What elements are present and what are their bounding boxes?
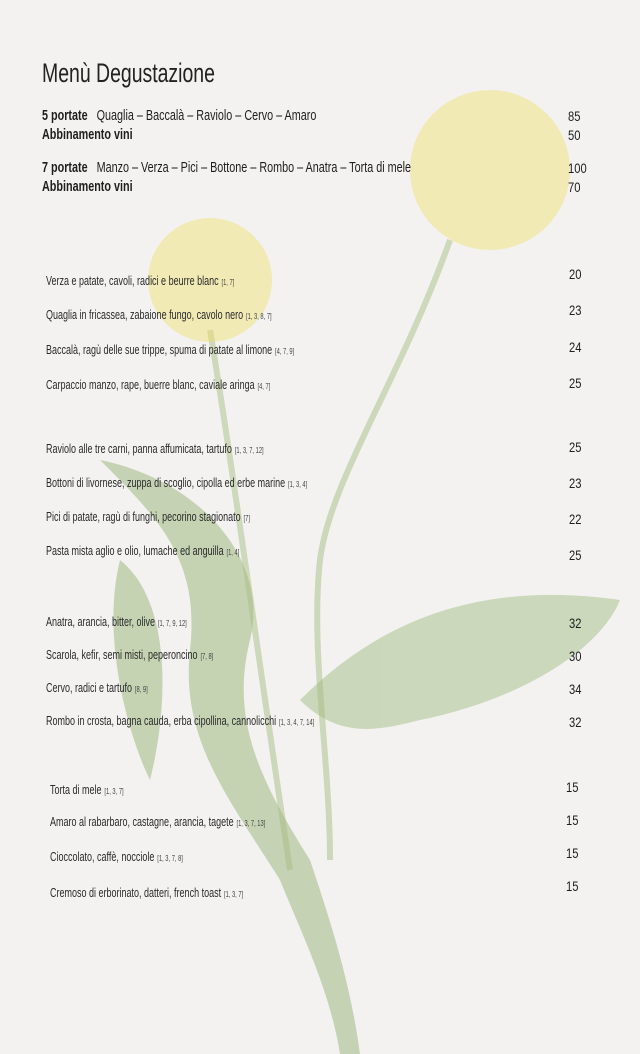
pairing-label: Abbinamento vini <box>42 178 133 195</box>
menu-item-name: Scarola, kefir, semi misti, peperoncino <box>46 648 198 662</box>
menu-item-allergens: [4, 7] <box>257 382 271 391</box>
menu-item-price: 22 <box>569 511 582 527</box>
menu-item-allergens: [1, 3, 7] <box>223 890 244 899</box>
menu-item-allergens: [7] <box>243 514 250 523</box>
menu-item <box>46 544 239 558</box>
menu-item-price: 30 <box>569 648 582 664</box>
menu-item-price: 15 <box>566 878 579 894</box>
menu-item-name: Cioccolato, caffè, nocciole <box>50 850 155 864</box>
menu-item-name: Raviolo alle tre carni, panna affumicata, tartufo <box>46 442 232 456</box>
menu-item-name: Verza e patate, cavoli, radici e beurre blanc <box>46 274 219 288</box>
menu-item-name: Anatra, arancia, bitter, olive <box>46 615 156 629</box>
tasting-7-row <box>42 159 411 176</box>
menu-item-price: 32 <box>569 615 582 631</box>
menu-item <box>46 615 187 629</box>
tasting-label: 7 portate <box>42 159 88 176</box>
menu-item-allergens: [1, 3, 4] <box>288 480 308 489</box>
menu-item <box>46 343 294 357</box>
menu-item-price: 20 <box>569 266 582 282</box>
menu-item-name: Bottoni di livornese, zuppa di scoglio, cipolla ed erbe marine <box>46 476 286 490</box>
pairing-price: 50 <box>568 127 581 143</box>
menu-item <box>46 476 307 490</box>
menu-item-allergens: [7, 8] <box>200 652 214 661</box>
menu-item-price: 15 <box>566 845 579 861</box>
menu-item-name: Torta di mele <box>50 783 102 797</box>
menu-item-allergens: [8, 9] <box>134 685 148 694</box>
menu-item-name: Cervo, radici e tartufo <box>46 681 133 695</box>
menu-item <box>50 886 243 900</box>
tasting-courses: Manzo – Verza – Pici – Bottone – Rombo – Anatra – Torta di mele <box>96 159 412 176</box>
menu-item <box>50 783 124 797</box>
tasting-5-row <box>42 107 316 124</box>
menu-item <box>50 850 183 864</box>
menu-item-price: 34 <box>569 681 582 697</box>
menu-item-price: 25 <box>569 375 582 391</box>
menu-item-allergens: [1, 7, 9, 12] <box>157 619 187 628</box>
menu-item <box>46 681 148 695</box>
menu-item-name: Carpaccio manzo, rape, buerre blanc, caviale aringa <box>46 378 255 392</box>
tasting-price: 100 <box>568 160 587 176</box>
menu-item <box>46 308 272 322</box>
pairing-label: Abbinamento vini <box>42 126 133 143</box>
menu-item-price: 32 <box>569 714 582 730</box>
menu-item <box>50 815 265 829</box>
menu-item-price: 23 <box>569 475 582 491</box>
menu-item-allergens: [4, 7, 9] <box>275 347 295 356</box>
menu-item-price: 15 <box>566 779 579 795</box>
menu-item-name: Quaglia in fricassea, zabaione fungo, cavolo nero <box>46 308 244 322</box>
menu-item-name: Pasta mista aglio e olio, lumache ed anguilla <box>46 544 224 558</box>
menu-item-price: 24 <box>569 339 582 355</box>
tasting-price: 85 <box>568 108 581 124</box>
menu-item <box>46 648 213 662</box>
menu-item-allergens: [1, 3, 7, 12] <box>234 446 264 455</box>
tasting-label: 5 portate <box>42 107 88 124</box>
menu-item-allergens: [1, 3, 7, 8] <box>157 854 183 863</box>
tasting-courses: Quaglia – Baccalà – Raviolo – Cervo – Amaro <box>96 107 317 124</box>
menu-item-name: Baccalà, ragù delle sue trippe, spuma di patate al limone <box>46 343 273 357</box>
menu-item-name: Amaro al rabarbaro, castagne, arancia, tagete <box>50 815 234 829</box>
menu-item-allergens: [1, 3, 4, 7, 14] <box>279 718 315 727</box>
menu-item-allergens: [1, 3, 7] <box>104 787 124 796</box>
menu-item <box>46 378 270 392</box>
menu-item <box>46 510 250 524</box>
menu-item-allergens: [1, 7] <box>221 278 235 287</box>
menu-item-allergens: [1, 3, 8, 7] <box>246 312 272 321</box>
page-title: Menù Degustazione <box>42 58 215 88</box>
menu-item-name: Cremoso di erborinato, datteri, french toast <box>50 886 222 900</box>
menu-item-name: Rombo in crosta, bagna cauda, erba cipollina, cannolicchi <box>46 714 277 728</box>
menu-item <box>46 442 264 456</box>
menu-item <box>46 714 314 728</box>
menu-item-price: 25 <box>569 439 582 455</box>
menu-item-price: 25 <box>569 547 582 563</box>
menu-item-allergens: [1, 3, 7, 13] <box>236 819 266 828</box>
menu-item-price: 23 <box>569 302 582 318</box>
menu-item <box>46 274 234 288</box>
menu-item-price: 15 <box>566 812 579 828</box>
menu-item-allergens: [1, 4] <box>226 548 240 557</box>
menu-item-name: Pici di patate, ragù di funghi, pecorino stagionato <box>46 510 241 524</box>
pairing-price: 70 <box>568 179 581 195</box>
